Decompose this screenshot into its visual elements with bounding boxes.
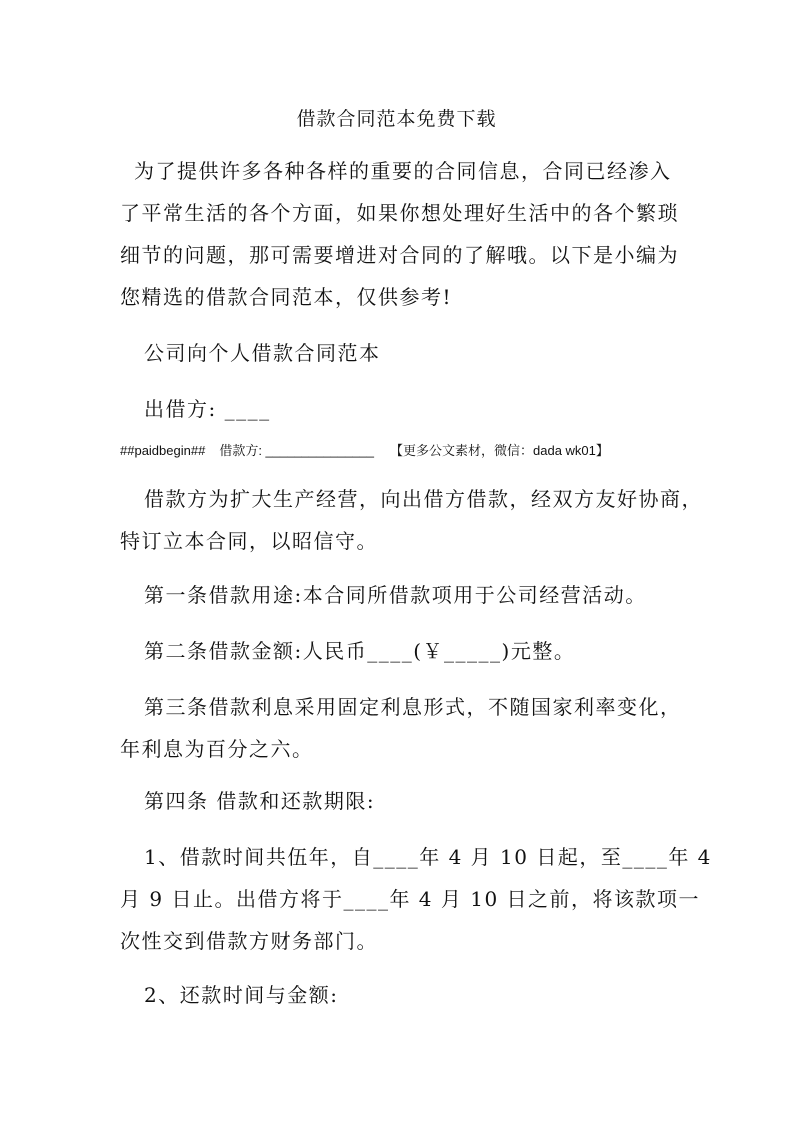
- preamble-line-1: 借款方为扩大生产经营，向出借方借款，经双方友好协商，: [144, 487, 703, 511]
- item-1-line-1: 1、借款时间共伍年，自____年 4 月 10 日起，至____年 4: [144, 845, 712, 869]
- article-4: [120, 780, 676, 822]
- promo-text: 【更多公文素材，微信：dada wk01】: [390, 443, 609, 458]
- article-3-line-2: 年利息为百分之六。: [120, 737, 314, 761]
- paid-tag: ##paidbegin##: [120, 443, 206, 458]
- contract-subtitle-block: [120, 332, 676, 374]
- contract-subtitle: 公司向个人借款合同范本: [144, 341, 381, 365]
- article-1: [120, 574, 676, 616]
- article-3: [120, 686, 682, 770]
- article-4-text: 第四条 借款和还款期限:: [144, 789, 376, 813]
- article-3-line-1: 第三条借款利息采用固定利息形式，不随国家利率变化，: [144, 695, 682, 719]
- borrower-field: 借款方: _______________: [219, 443, 374, 458]
- lender-block: [120, 388, 676, 430]
- item-1-line-3: 次性交到借款方财务部门。: [120, 929, 378, 953]
- item-2-text: 2、还款时间与金额:: [144, 983, 339, 1007]
- preamble-line-2: 特订立本合同，以昭信守。: [120, 529, 378, 553]
- lender-field: 出借方: ____: [144, 397, 271, 421]
- item-1-line-2: 月 9 日止。出借方将于____年 4 月 10 日之前，将该款项一: [120, 887, 701, 911]
- intro-paragraph: [120, 150, 679, 318]
- intro-line-1: 为了提供许多各种各样的重要的合同信息，合同已经渗入: [134, 159, 672, 183]
- watermark-line: [120, 440, 680, 459]
- article-2: [120, 630, 676, 672]
- intro-line-3: 细节的问题，那可需要增进对合同的了解哦。以下是小编为: [120, 243, 679, 267]
- item-2: [120, 974, 676, 1016]
- intro-line-2: 了平常生活的各个方面，如果你想处理好生活中的各个繁琐: [120, 201, 679, 225]
- document-title: 借款合同范本免费下载: [296, 108, 497, 130]
- intro-line-4: 您精选的借款合同范本，仅供参考!: [120, 285, 453, 309]
- preamble-paragraph: [120, 478, 703, 562]
- article-2-text: 第二条借款金额:人民币____(￥_____)元整。: [144, 639, 576, 663]
- item-1: [120, 836, 712, 962]
- article-1-text: 第一条借款用途:本合同所借款项用于公司经营活动。: [144, 583, 647, 607]
